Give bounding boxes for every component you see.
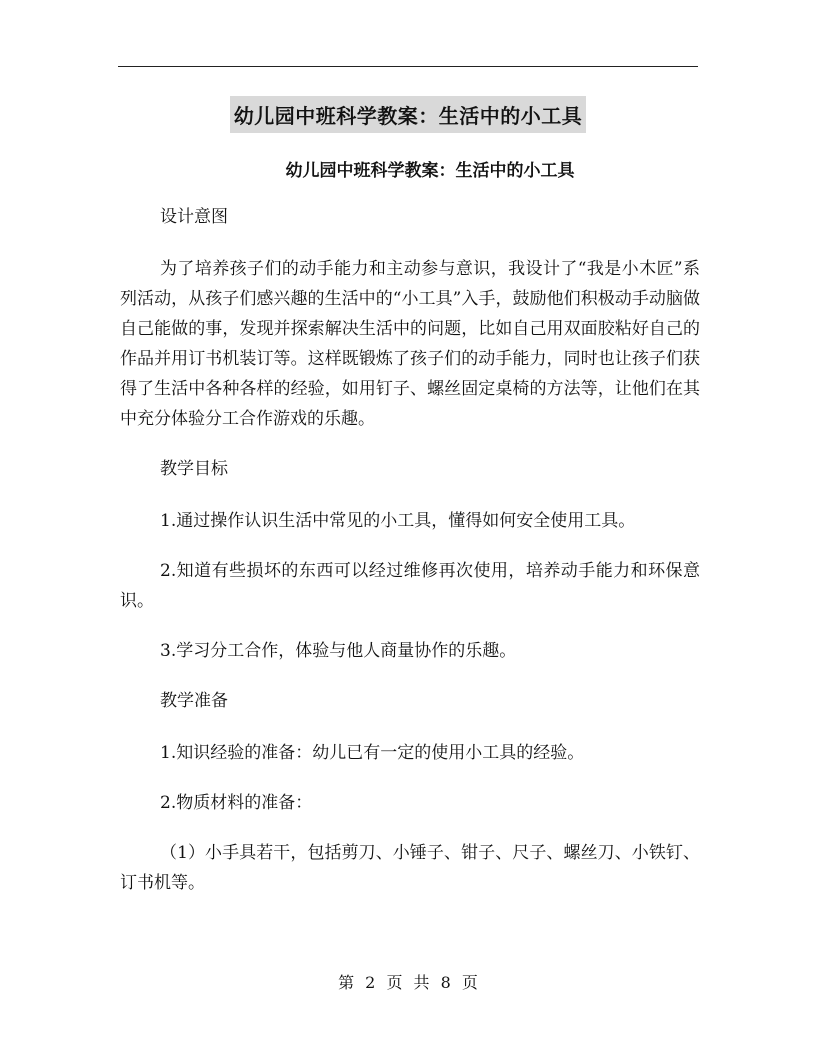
goal-item-2: 2.知道有些损坏的东西可以经过维修再次使用，培养动手能力和环保意识。 bbox=[120, 561, 700, 611]
document-title-wrapper bbox=[0, 96, 816, 133]
preparation-item-2: 2.物质材料的准备： bbox=[160, 793, 313, 813]
header-rule bbox=[118, 66, 698, 67]
goal-item-1: 1.通过操作认识生活中常见的小工具，懂得如何安全使用工具。 bbox=[160, 511, 636, 531]
document-subtitle: 幼儿园中班科学教案：生活中的小工具 bbox=[285, 161, 575, 181]
goal-item-3: 3.学习分工合作，体验与他人商量协作的乐趣。 bbox=[160, 641, 517, 661]
document-body bbox=[120, 202, 700, 918]
preparation-subitem-1: （1）小手具若干，包括剪刀、小锤子、钳子、尺子、螺丝刀、小铁钉、订书机等。 bbox=[120, 843, 700, 893]
document-title: 幼儿园中班科学教案：生活中的小工具 bbox=[230, 96, 587, 133]
paragraph-design-intent: 为了培养孩子们的动手能力和主动参与意识，我设计了“我是小木匠”系列活动，从孩子们感兴趣的生活中的“小工具”入手，鼓励他们积极动手动脑做自己能做的事，发现并探索解决生活中的问题，比如自己用双面胶粘好自己的作品并用订书机装订等。这样既锻炼了孩子们的动手能力，同时也让孩子们获得了生活中各种各样的经验，如用钉子、螺丝固定桌椅的方法等，让他们在其中充分体验分工合作游戏的乐趣。 bbox=[120, 259, 700, 429]
page-number: 第 2 页 共 8 页 bbox=[338, 973, 478, 992]
section-heading-design: 设计意图 bbox=[160, 207, 228, 227]
preparation-item-1: 1.知识经验的准备：幼儿已有一定的使用小工具的经验。 bbox=[160, 743, 585, 763]
section-heading-goals: 教学目标 bbox=[160, 459, 228, 479]
section-heading-preparation: 教学准备 bbox=[160, 691, 228, 711]
